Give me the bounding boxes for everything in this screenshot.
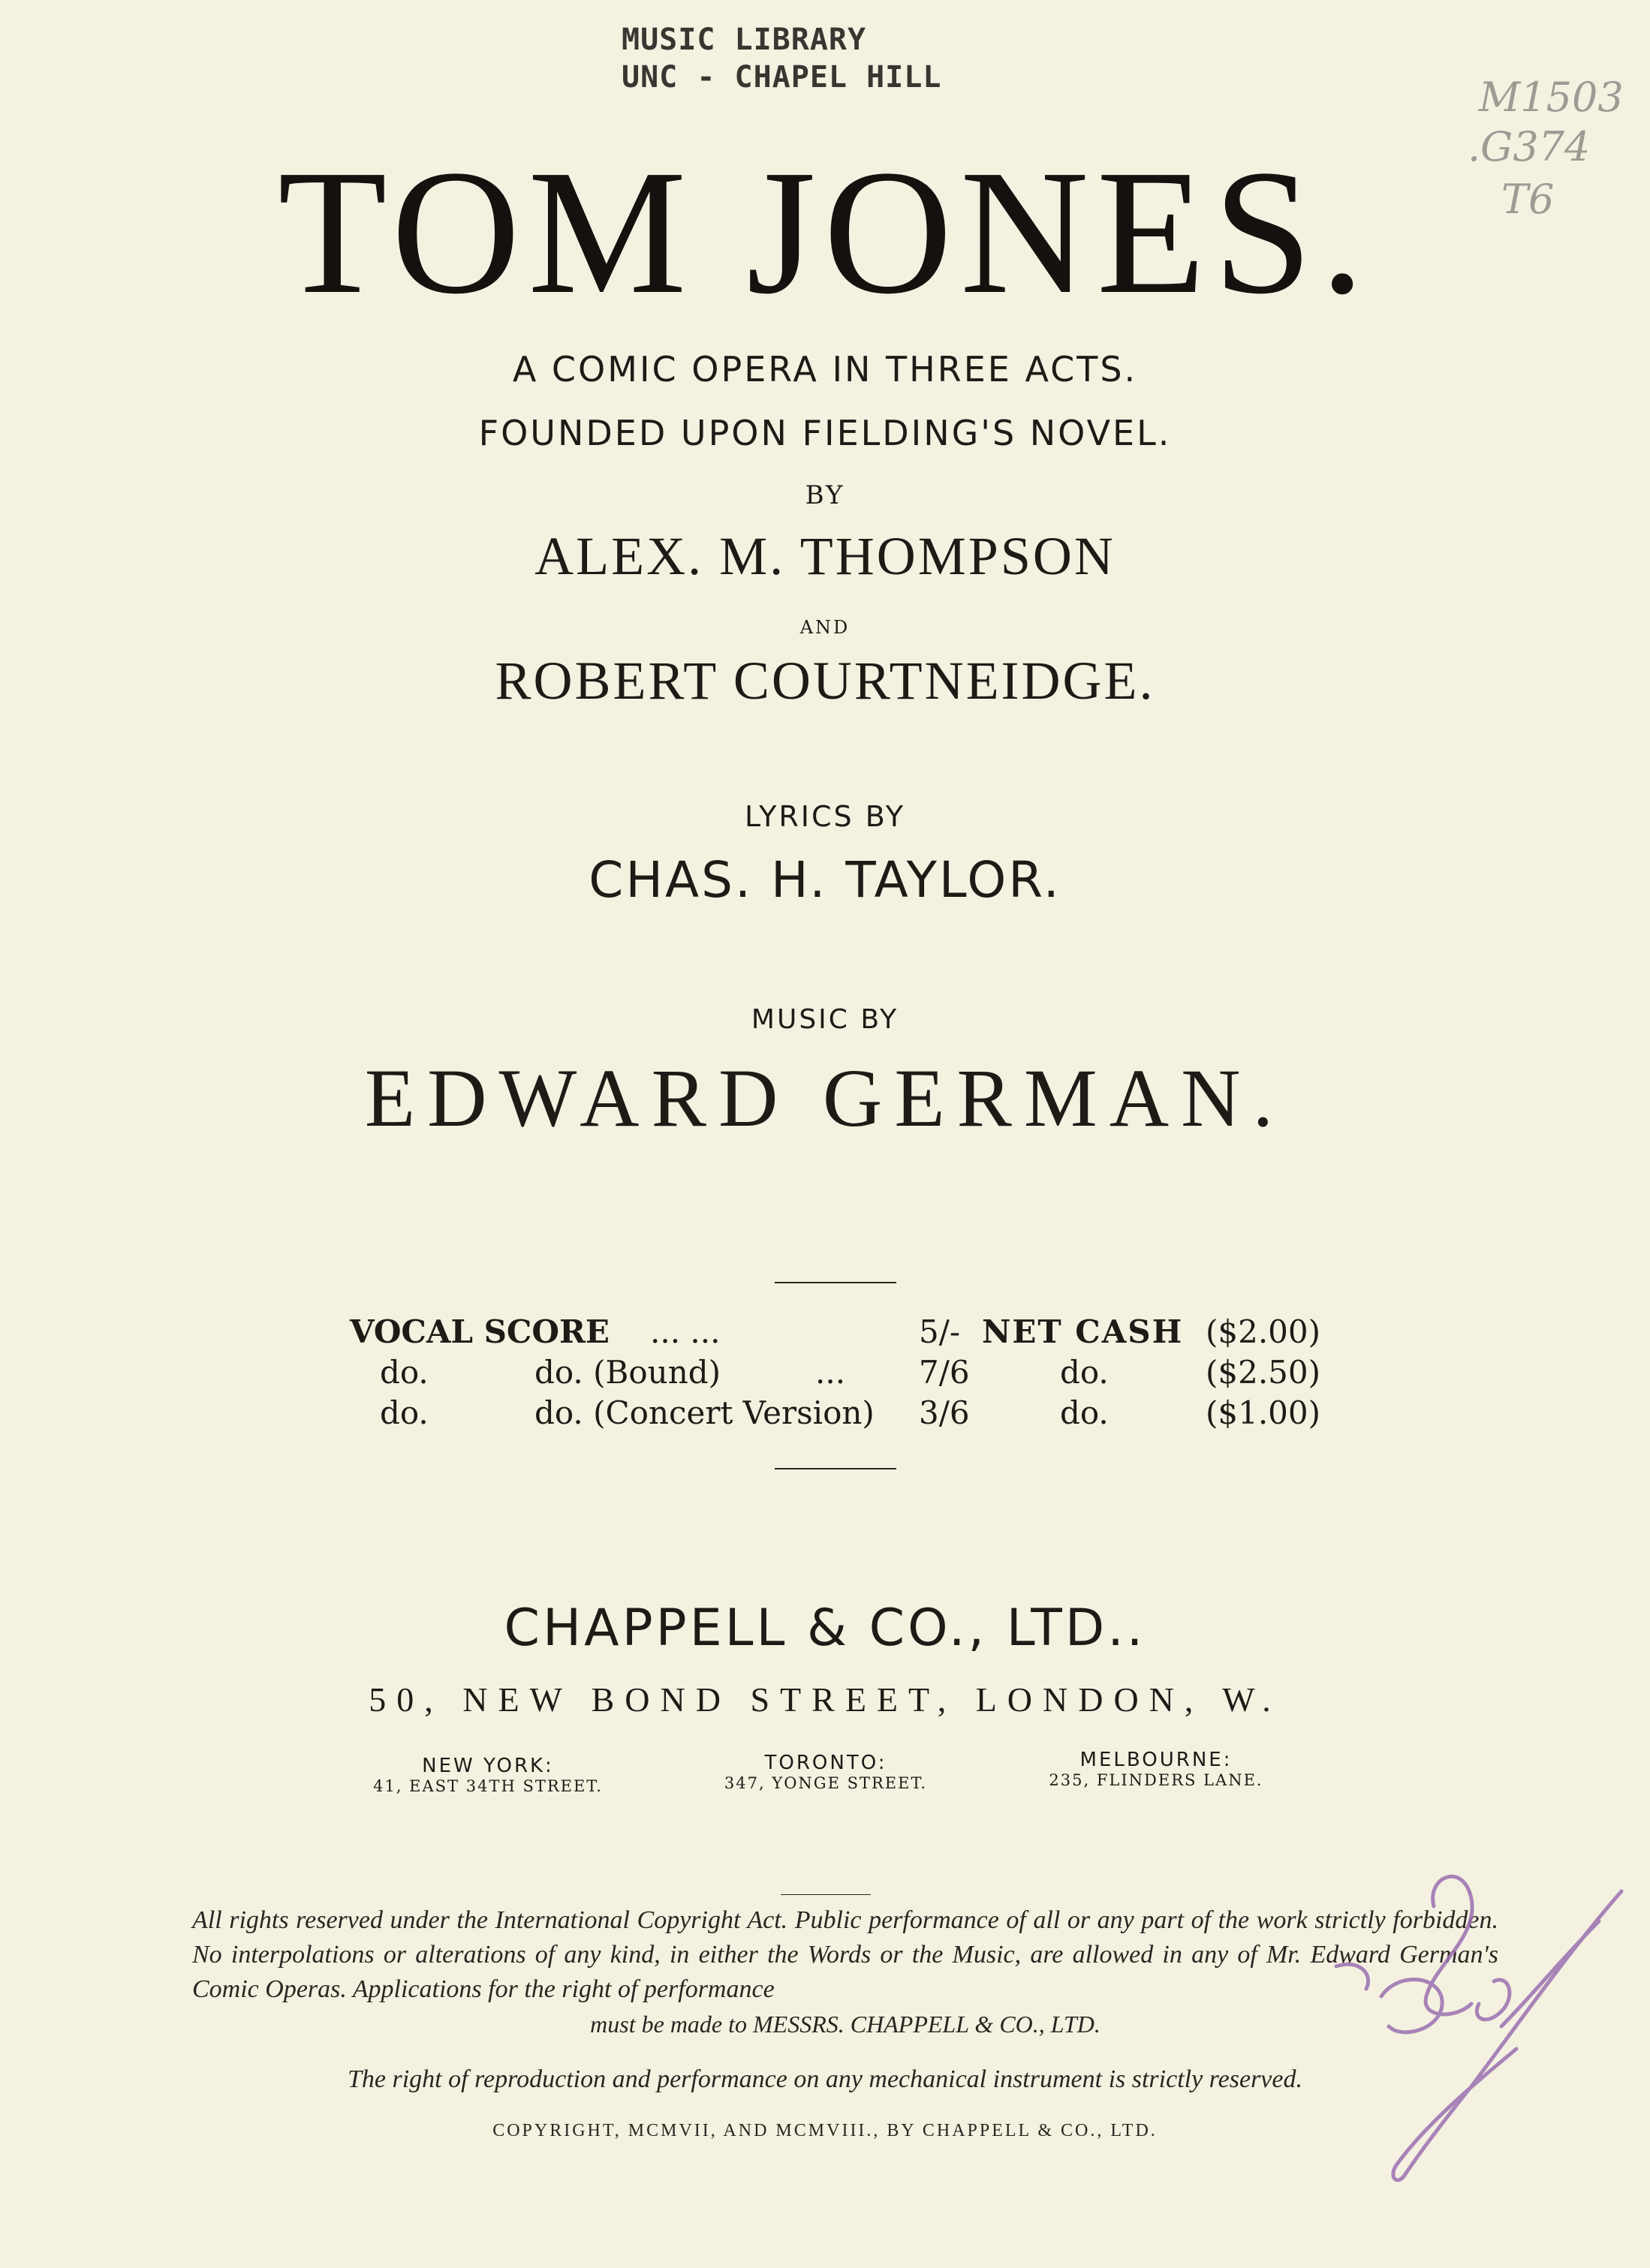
reproduction-notice: The right of reproduction and performance on any mechanical instrument is strictly reserved. xyxy=(348,2065,1302,2093)
price-list xyxy=(350,1312,1326,1433)
music-label: MUSIC BY xyxy=(751,1004,899,1035)
call-number-line-2: .G374 xyxy=(1468,123,1591,170)
library-stamp xyxy=(622,21,941,96)
rights-notice-text: All rights reserved under the International Copyright Act. Public performance of all or any part of the work strictly forbidden. No interpolations or alterations of any kind, in either the Words or the Music, are allowed in any of Mr. Edward German's Comic Operas. Applications for the right of performance xyxy=(192,1906,1498,2003)
price-row xyxy=(350,1352,1326,1393)
price-row xyxy=(350,1393,1326,1433)
price-usd: ($2.50) xyxy=(1206,1354,1321,1391)
call-number-line-1: M1503 xyxy=(1479,74,1624,121)
price-sub: do. (Concert Version) xyxy=(534,1394,875,1431)
signature-mark xyxy=(1246,1846,1636,2191)
price-sub: do. (Bound) xyxy=(534,1354,721,1391)
divider-bottom xyxy=(775,1468,896,1469)
subtitle-line-1: A COMIC OPERA IN THREE ACTS. xyxy=(512,349,1138,390)
branch-city: MELBOURNE: xyxy=(1079,1749,1233,1771)
price-terms: NET CASH xyxy=(982,1313,1184,1350)
price-value: 7/6 xyxy=(919,1354,970,1391)
branch-address: 235, FLINDERS LANE. xyxy=(1049,1771,1263,1789)
price-item: do. xyxy=(380,1354,429,1391)
price-item: VOCAL SCORE xyxy=(350,1313,610,1350)
divider-legal xyxy=(781,1894,871,1895)
by-label: BY xyxy=(805,480,845,510)
publisher-name: CHAPPELL & CO., LTD.. xyxy=(504,1599,1146,1658)
price-terms: do. xyxy=(1060,1354,1109,1391)
price-row xyxy=(350,1312,1326,1352)
price-value: 3/6 xyxy=(919,1394,970,1431)
branch-city: TORONTO: xyxy=(764,1752,887,1774)
price-value: 5/- xyxy=(919,1313,961,1350)
stamp-line-1: MUSIC LIBRARY xyxy=(622,23,867,57)
rights-notice-last-line: must be made to MESSRS. CHAPPELL & CO., LTD. xyxy=(590,2011,1101,2038)
page-title: TOM JONES. xyxy=(278,134,1372,331)
stamp-line-2: UNC - CHAPEL HILL xyxy=(622,60,942,95)
author-1: ALEX. M. THOMPSON xyxy=(534,526,1116,586)
divider-top xyxy=(775,1282,896,1283)
publisher-address: 50, NEW BOND STREET, LONDON, W. xyxy=(369,1680,1281,1719)
call-number-line-3: T6 xyxy=(1501,176,1555,223)
price-usd: ($2.00) xyxy=(1206,1313,1321,1350)
subtitle-line-2: FOUNDED UPON FIELDING'S NOVEL. xyxy=(478,413,1172,453)
branch-new-york xyxy=(338,1755,638,1795)
branch-melbourne xyxy=(1006,1749,1306,1789)
branch-toronto xyxy=(676,1752,976,1792)
branch-address: 41, EAST 34TH STREET. xyxy=(373,1777,603,1795)
composer: EDWARD GERMAN. xyxy=(364,1052,1286,1144)
and-label: AND xyxy=(799,617,851,638)
price-usd: ($1.00) xyxy=(1206,1394,1321,1431)
lyricist: CHAS. H. TAYLOR. xyxy=(589,851,1061,909)
author-2: ROBERT COURTNEIDGE. xyxy=(495,651,1155,711)
price-dots: ... xyxy=(815,1354,846,1391)
branch-city: NEW YORK: xyxy=(422,1755,554,1777)
price-terms: do. xyxy=(1060,1394,1109,1431)
lyrics-label: LYRICS BY xyxy=(745,800,905,833)
copyright-line: COPYRIGHT, MCMVII, AND MCMVIII., BY CHAPPELL & CO., LTD. xyxy=(492,2121,1158,2140)
price-item: do. xyxy=(380,1394,429,1431)
price-dots: ... ... xyxy=(650,1313,721,1350)
branch-address: 347, YONGE STREET. xyxy=(724,1774,928,1792)
